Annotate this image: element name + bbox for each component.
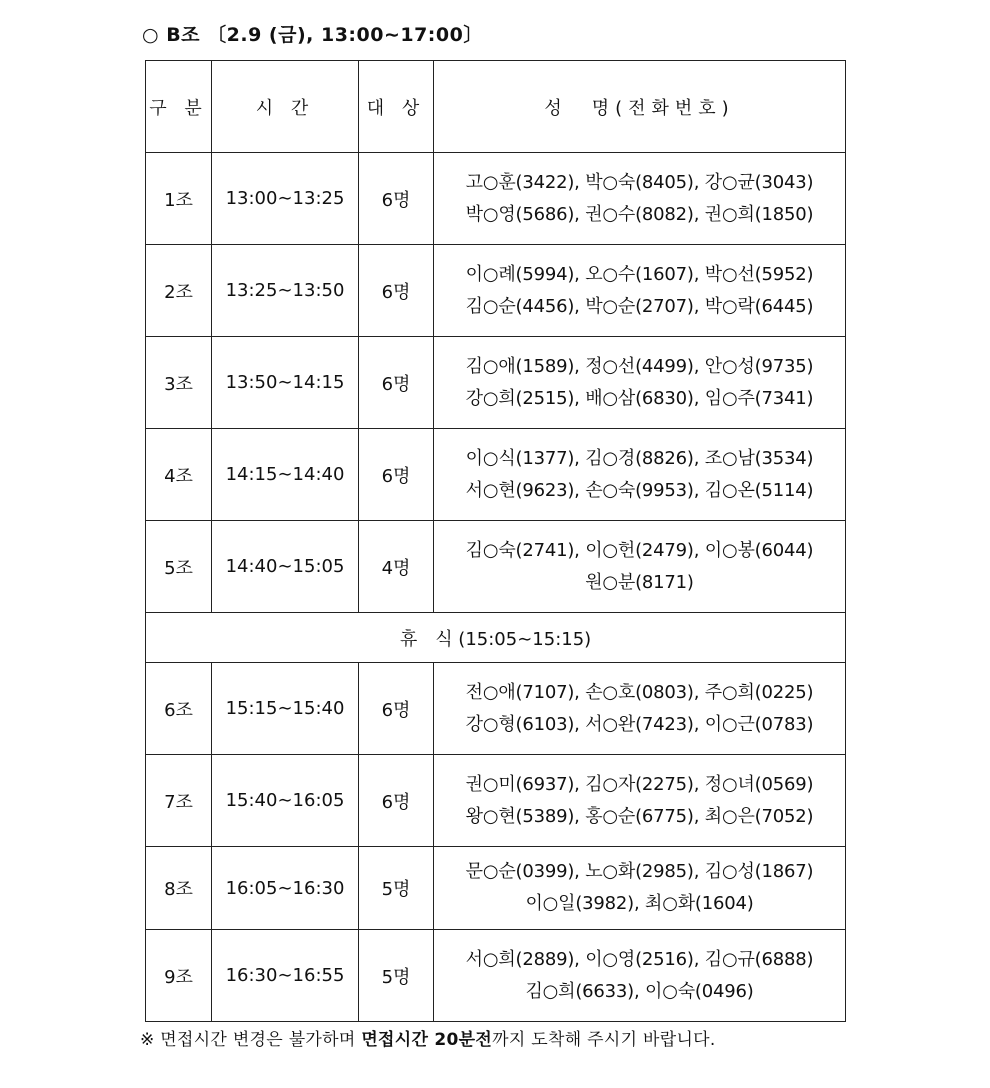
names-line: 김○순(4456), 박○순(2707), 박○락(6445) [465, 295, 814, 317]
time-cell: 16:30∼16:55 [212, 930, 359, 1022]
names-cell [434, 847, 846, 930]
names-line: 이○례(5994), 오○수(1607), 박○선(5952) [465, 263, 814, 285]
table-row [146, 429, 846, 521]
names-cell [434, 153, 846, 245]
time-cell: 13:25∼13:50 [212, 245, 359, 337]
time-cell: 14:15∼14:40 [212, 429, 359, 521]
footnote [140, 1025, 716, 1050]
time-cell: 14:40∼15:05 [212, 521, 359, 613]
group-cell: 7조 [146, 755, 212, 847]
table-row [146, 847, 846, 930]
names-cell [434, 663, 846, 755]
time-cell: 13:00∼13:25 [212, 153, 359, 245]
table-row [146, 663, 846, 755]
names-cell [434, 429, 846, 521]
break-label: 휴 식 (15:05∼15:15) [146, 613, 846, 663]
names-cell [434, 245, 846, 337]
names-line: 권○미(6937), 김○자(2275), 정○녀(0569) [465, 773, 814, 795]
header-group: 구 분 [146, 61, 212, 153]
names-line: 문○순(0399), 노○화(2985), 김○성(1867) [465, 861, 814, 882]
interview-schedule-table [145, 60, 846, 1022]
table-row [146, 337, 846, 429]
names-line: 김○희(6633), 이○숙(0496) [525, 980, 754, 1002]
names-line: 전○애(7107), 손○호(0803), 주○희(0225) [465, 681, 814, 703]
table-row [146, 930, 846, 1022]
names-line: 서○현(9623), 손○숙(9953), 김○온(5114) [465, 479, 814, 501]
count-cell: 4명 [359, 521, 434, 613]
group-cell: 4조 [146, 429, 212, 521]
names-line: 이○일(3982), 최○화(1604) [525, 893, 754, 914]
group-cell: 3조 [146, 337, 212, 429]
count-cell: 6명 [359, 429, 434, 521]
break-row [146, 613, 846, 663]
names-line: 왕○현(5389), 홍○순(6775), 최○은(7052) [465, 805, 814, 827]
names-line: 고○훈(3422), 박○숙(8405), 강○균(3043) [465, 171, 814, 193]
header-time: 시 간 [212, 61, 359, 153]
names-line: 박○영(5686), 권○수(8082), 권○희(1850) [465, 203, 814, 225]
count-cell: 6명 [359, 755, 434, 847]
names-line: 강○희(2515), 배○삼(6830), 임○주(7341) [465, 387, 814, 409]
count-cell: 6명 [359, 663, 434, 755]
names-line: 서○희(2889), 이○영(2516), 김○규(6888) [465, 948, 814, 970]
time-cell: 15:15∼15:40 [212, 663, 359, 755]
group-cell: 1조 [146, 153, 212, 245]
names-line: 원○분(8171) [585, 571, 694, 593]
time-cell: 16:05∼16:30 [212, 847, 359, 930]
group-cell: 6조 [146, 663, 212, 755]
header-names: 성 명(전화번호) [434, 61, 846, 153]
names-cell [434, 755, 846, 847]
group-cell: 9조 [146, 930, 212, 1022]
footnote-prefix: ※ 면접시간 변경은 불가하며 [140, 1030, 362, 1050]
table-row [146, 153, 846, 245]
table-row [146, 521, 846, 613]
footnote-suffix: 까지 도착해 주시기 바랍니다. [492, 1030, 716, 1050]
time-cell: 13:50∼14:15 [212, 337, 359, 429]
time-cell: 15:40∼16:05 [212, 755, 359, 847]
group-cell: 8조 [146, 847, 212, 930]
section-heading: ○ B조 〔2.9 (금), 13:00∼17:00〕 [142, 24, 483, 46]
names-line: 김○애(1589), 정○선(4499), 안○성(9735) [465, 355, 814, 377]
names-cell [434, 337, 846, 429]
count-cell: 5명 [359, 930, 434, 1022]
header-count: 대 상 [359, 61, 434, 153]
names-cell [434, 930, 846, 1022]
count-cell: 5명 [359, 847, 434, 930]
count-cell: 6명 [359, 245, 434, 337]
names-cell [434, 521, 846, 613]
count-cell: 6명 [359, 153, 434, 245]
names-line: 강○형(6103), 서○완(7423), 이○근(0783) [465, 713, 814, 735]
group-cell: 5조 [146, 521, 212, 613]
group-cell: 2조 [146, 245, 212, 337]
names-line: 이○식(1377), 김○경(8826), 조○남(3534) [465, 447, 814, 469]
header-row [146, 61, 846, 153]
footnote-bold: 면접시간 20분전 [361, 1030, 493, 1050]
table-row [146, 755, 846, 847]
count-cell: 6명 [359, 337, 434, 429]
table-row [146, 245, 846, 337]
names-line: 김○숙(2741), 이○헌(2479), 이○봉(6044) [465, 539, 814, 561]
